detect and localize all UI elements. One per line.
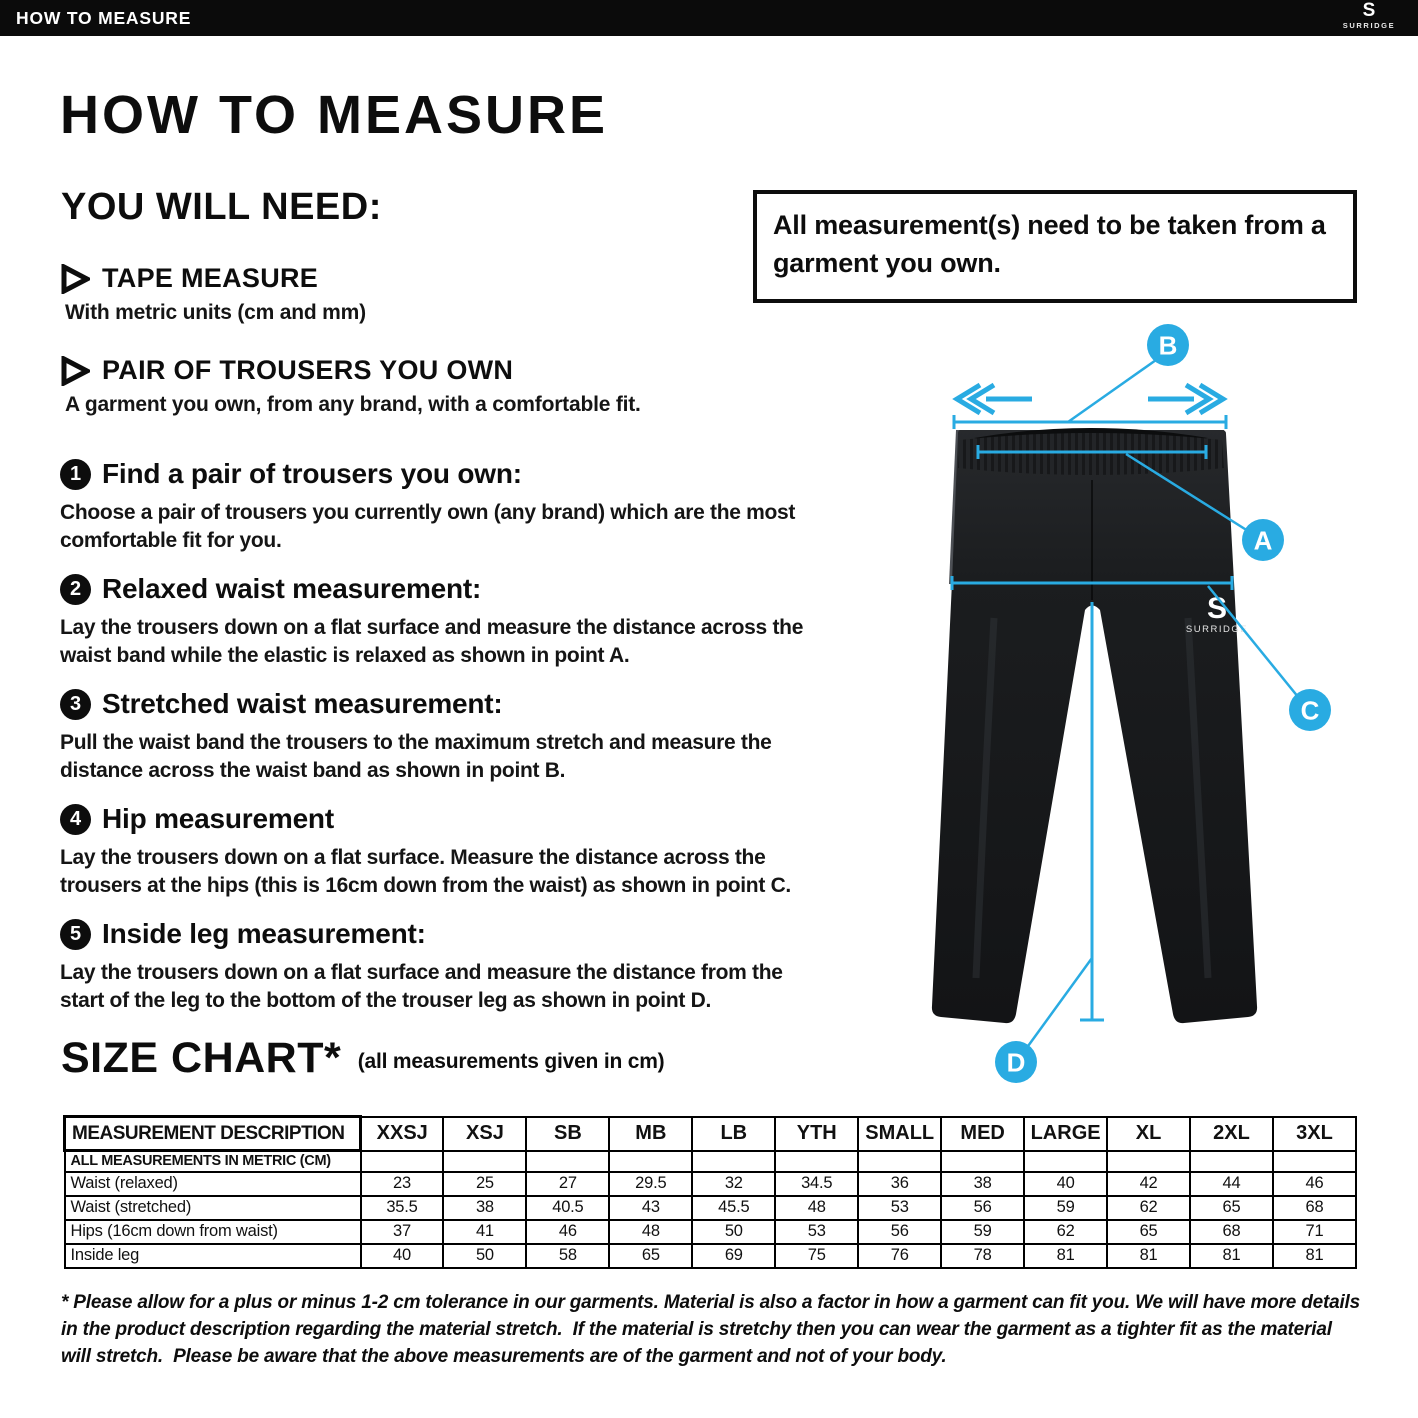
empty-cell <box>1273 1151 1356 1172</box>
need-item-tape-measure <box>60 263 780 325</box>
col-header: LARGE <box>1024 1117 1107 1151</box>
size-value: 69 <box>692 1244 775 1268</box>
table-row-waist-relaxed <box>65 1172 1357 1196</box>
tolerance-footnote: * Please allow for a plus or minus 1-2 cm tolerance in our garments. Material is also a factor in how a garment can fit you. We will have more details in the product description regarding the material stretch. If the material is stretchy then you can wear the garment as a tighter fit as the material will stretch. Please be aware that the above measurements are of the garment and not of your body. <box>61 1292 1366 1367</box>
col-header: 2XL <box>1190 1117 1273 1151</box>
size-value: 23 <box>361 1172 444 1196</box>
col-header: SMALL <box>858 1117 941 1151</box>
step-5 <box>60 918 830 1016</box>
size-value: 59 <box>941 1220 1024 1244</box>
empty-cell <box>941 1151 1024 1172</box>
metric-note-cell: ALL MEASUREMENTS IN METRIC (CM) <box>65 1151 361 1172</box>
col-header: YTH <box>775 1117 858 1151</box>
size-value: 62 <box>1024 1220 1107 1244</box>
size-value: 62 <box>1107 1196 1190 1220</box>
size-value: 56 <box>941 1196 1024 1220</box>
step-title: Relaxed waist measurement: <box>102 573 482 604</box>
top-bar <box>0 0 1418 36</box>
size-value: 68 <box>1190 1220 1273 1244</box>
page-title: HOW TO MEASURE <box>60 85 609 145</box>
trousers-illustration <box>886 318 1366 1092</box>
step-body: Lay the trousers down on a flat surface. Measure the distance across the trousers at the hips (this is 16cm down from the waist) as shown in point C. <box>60 846 791 898</box>
pants-surridge-wordmark: SURRIDGE <box>1185 624 1249 635</box>
table-row-waist-stretched <box>65 1196 1357 1220</box>
triangle-bullet-icon <box>60 356 90 386</box>
empty-cell <box>609 1151 692 1172</box>
size-value: 40 <box>1024 1172 1107 1196</box>
table-row-inside-leg <box>65 1244 1357 1268</box>
size-value: 36 <box>858 1172 941 1196</box>
empty-cell <box>858 1151 941 1172</box>
empty-cell <box>1190 1151 1273 1172</box>
point-c-label: C <box>1300 695 1320 726</box>
measurement-note-text: All measurement(s) need to be taken from a garment you own. <box>773 210 1326 278</box>
size-value: 81 <box>1273 1244 1356 1268</box>
measurement-note-box <box>753 190 1357 303</box>
row-label: Hips (16cm down from waist) <box>65 1220 361 1244</box>
step-number-badge: 5 <box>60 919 91 950</box>
size-value: 40 <box>361 1244 444 1268</box>
surridge-logo <box>1334 1 1404 30</box>
need-item-desc: A garment you own, from any brand, with a comfortable fit. <box>65 393 641 416</box>
size-value: 65 <box>609 1244 692 1268</box>
point-a-label: A <box>1253 525 1273 556</box>
empty-cell <box>361 1151 444 1172</box>
need-item-title: PAIR OF TROUSERS YOU OWN <box>102 355 514 385</box>
size-value: 81 <box>1107 1244 1190 1268</box>
size-value: 44 <box>1190 1172 1273 1196</box>
size-value: 68 <box>1273 1196 1356 1220</box>
size-chart-table <box>63 1115 1357 1269</box>
row-label: Waist (stretched) <box>65 1196 361 1220</box>
step-number-badge: 3 <box>60 689 91 720</box>
col-header: MEASUREMENT DESCRIPTION <box>65 1117 361 1151</box>
step-1 <box>60 458 830 556</box>
step-title: Inside leg measurement: <box>102 918 426 949</box>
row-label: Inside leg <box>65 1244 361 1268</box>
size-value: 40.5 <box>526 1196 609 1220</box>
size-value: 65 <box>1107 1220 1190 1244</box>
size-value: 35.5 <box>361 1196 444 1220</box>
step-body: Choose a pair of trousers you currently own (any brand) which are the most comfortable fit for you. <box>60 501 796 553</box>
empty-cell <box>443 1151 526 1172</box>
size-value: 76 <box>858 1244 941 1268</box>
step-body: Pull the waist band the trousers to the maximum stretch and measure the distance across the waist band as shown in point B. <box>60 731 772 783</box>
topbar-title: HOW TO MEASURE <box>16 8 192 28</box>
step-2 <box>60 573 830 671</box>
size-value: 46 <box>1273 1172 1356 1196</box>
size-value: 45.5 <box>692 1196 775 1220</box>
col-header: XXSJ <box>361 1117 444 1151</box>
col-header: MED <box>941 1117 1024 1151</box>
size-value: 27 <box>526 1172 609 1196</box>
row-label: Waist (relaxed) <box>65 1172 361 1196</box>
step-title: Find a pair of trousers you own: <box>102 458 522 489</box>
empty-cell <box>692 1151 775 1172</box>
step-title: Hip measurement <box>102 803 334 834</box>
table-row-hips <box>65 1220 1357 1244</box>
empty-cell <box>775 1151 858 1172</box>
size-chart-subtitle: (all measurements given in cm) <box>357 1050 665 1073</box>
surridge-s-icon: S <box>1362 0 1376 21</box>
size-value: 38 <box>443 1196 526 1220</box>
step-number-badge: 4 <box>60 804 91 835</box>
col-header: MB <box>609 1117 692 1151</box>
step-body: Lay the trousers down on a flat surface and measure the distance from the start of the leg to the bottom of the trouser leg as shown in point D. <box>60 961 783 1013</box>
col-header: 3XL <box>1273 1117 1356 1151</box>
need-item-title: TAPE MEASURE <box>102 263 319 293</box>
size-chart-header-row <box>65 1117 1357 1151</box>
size-value: 50 <box>692 1220 775 1244</box>
point-b-label: B <box>1158 330 1178 361</box>
col-header: SB <box>526 1117 609 1151</box>
col-header: XL <box>1107 1117 1190 1151</box>
step-number-badge: 1 <box>60 459 91 490</box>
surridge-wordmark: SURRIDGE <box>1342 21 1396 30</box>
step-3 <box>60 688 830 786</box>
step-title: Stretched waist measurement: <box>102 688 503 719</box>
size-value: 48 <box>609 1220 692 1244</box>
size-chart-heading-row <box>61 1034 664 1083</box>
triangle-bullet-icon <box>60 264 90 294</box>
size-value: 34.5 <box>775 1172 858 1196</box>
trousers-diagram <box>886 318 1366 1092</box>
need-item-desc: With metric units (cm and mm) <box>65 301 366 324</box>
size-value: 38 <box>941 1172 1024 1196</box>
size-value: 53 <box>858 1196 941 1220</box>
pants-surridge-s-icon: S <box>1206 592 1228 625</box>
size-value: 78 <box>941 1244 1024 1268</box>
col-header: LB <box>692 1117 775 1151</box>
size-value: 81 <box>1190 1244 1273 1268</box>
size-value: 81 <box>1024 1244 1107 1268</box>
size-value: 65 <box>1190 1196 1273 1220</box>
size-value: 43 <box>609 1196 692 1220</box>
size-value: 32 <box>692 1172 775 1196</box>
size-value: 29.5 <box>609 1172 692 1196</box>
step-number-badge: 2 <box>60 574 91 605</box>
empty-cell <box>526 1151 609 1172</box>
point-d-label: D <box>1006 1047 1026 1078</box>
step-body: Lay the trousers down on a flat surface and measure the distance across the waist band while the elastic is relaxed as shown in point A. <box>60 616 804 668</box>
size-value: 58 <box>526 1244 609 1268</box>
you-will-need-heading: YOU WILL NEED: <box>61 186 382 228</box>
col-header: XSJ <box>443 1117 526 1151</box>
need-item-trousers <box>60 355 780 417</box>
size-value: 37 <box>361 1220 444 1244</box>
metric-note-row <box>65 1151 1357 1172</box>
size-value: 75 <box>775 1244 858 1268</box>
size-value: 53 <box>775 1220 858 1244</box>
size-value: 48 <box>775 1196 858 1220</box>
size-value: 71 <box>1273 1220 1356 1244</box>
step-4 <box>60 803 830 901</box>
pants-waistband <box>958 433 1224 475</box>
size-value: 42 <box>1107 1172 1190 1196</box>
size-value: 59 <box>1024 1196 1107 1220</box>
size-value: 46 <box>526 1220 609 1244</box>
size-value: 25 <box>443 1172 526 1196</box>
size-value: 50 <box>443 1244 526 1268</box>
size-chart-title: SIZE CHART* <box>61 1034 342 1082</box>
empty-cell <box>1024 1151 1107 1172</box>
size-value: 41 <box>443 1220 526 1244</box>
empty-cell <box>1107 1151 1190 1172</box>
size-value: 56 <box>858 1220 941 1244</box>
